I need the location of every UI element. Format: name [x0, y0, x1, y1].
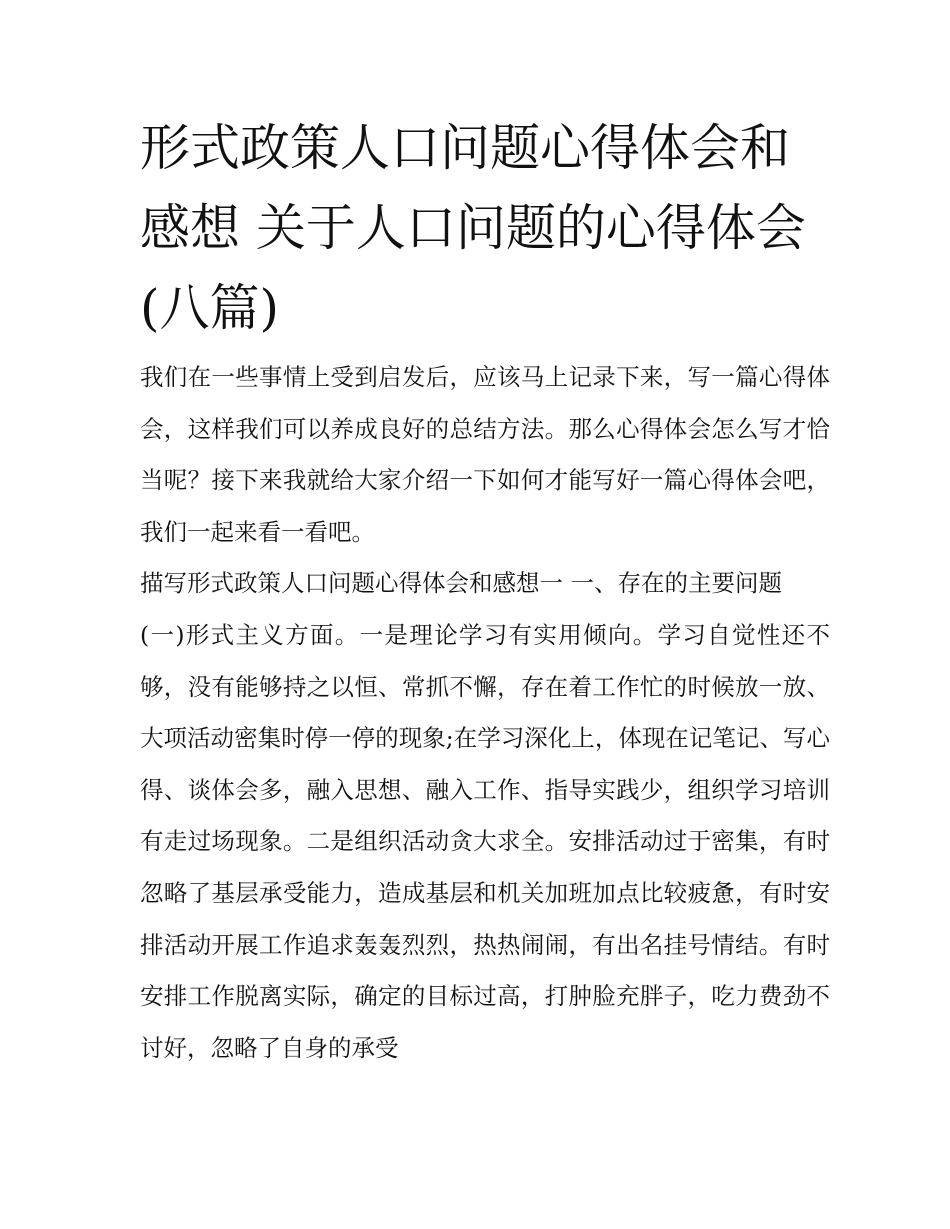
section-heading-paragraph: 描写形式政策人口问题心得体会和感想一 一、存在的主要问题 — [140, 569, 782, 598]
document-title: 形式政策人口问题心得体会和感想 关于人口问题的心得体会(八篇) — [140, 119, 806, 337]
document-body — [140, 352, 830, 1074]
intro-paragraph: 我们在一些事情上受到启发后，应该马上记录下来，写一篇心得体会，这样我们可以养成良好的总结方法。那么心得体会怎么写才恰当呢？接下来我就给大家介绍一下如何才能写好一篇心得体会吧，我们一起来看一看吧。 — [140, 363, 830, 546]
formalism-paragraph: (一)形式主义方面。一是理论学习有实用倾向。学习自觉性还不够，没有能够持之以恒、常抓不懈，存在着工作忙的时候放一放、大项活动密集时停一停的现象;在学习深化上，体现在记笔记、写心得、谈体会多，融入思想、融入工作、指导实践少，组织学习培训有走过场现象。二是组织活动贪大求全。安排活动过于密集，有时忽略了基层承受能力，造成基层和机关加班加点比较疲惫，有时安排活动开展工作追求轰轰烈烈，热热闹闹，有出名挂号情结。有时安排工作脱离实际，确定的目标过高，打肿脸充胖子，吃力费劲不讨好，忽略了自身的承受 — [140, 620, 830, 1062]
